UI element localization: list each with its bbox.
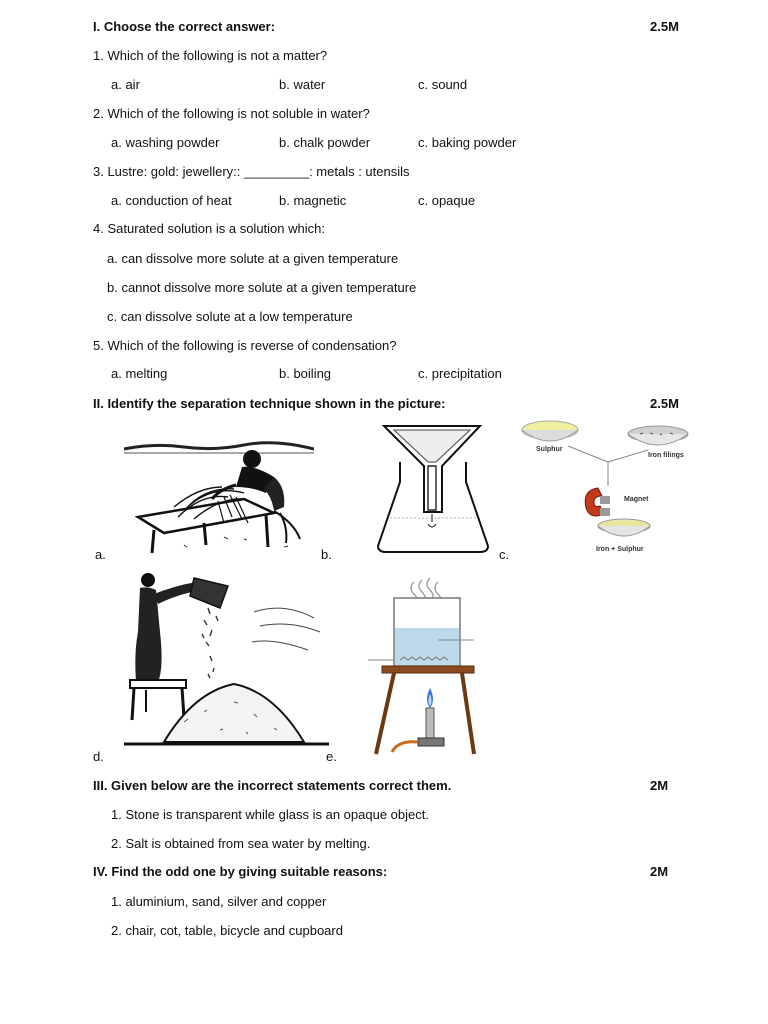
question-1: 1. Which of the following is not a matter? [93, 48, 328, 63]
question-2-option-a: a. washing powder [111, 135, 220, 150]
question-4-option-b: b. cannot dissolve more solute at a given temperature [107, 280, 417, 295]
section-2-marks: 2.5M [650, 396, 679, 411]
question-5-option-c: c. precipitation [418, 366, 502, 381]
question-1-option-b: b. water [279, 77, 326, 92]
odd-one-1: 1. aluminium, sand, silver and copper [111, 894, 327, 909]
question-3: 3. Lustre: gold: jewellery:: _________: metals : utensils [93, 164, 410, 179]
picture-threshing [124, 427, 314, 557]
section-1-title: I. Choose the correct answer: [93, 19, 276, 34]
odd-one-2: 2. chair, cot, table, bicycle and cupboard [111, 923, 343, 938]
question-4-option-c: c. can dissolve solute at a low temperature [107, 309, 353, 324]
section-4-marks: 2M [650, 864, 669, 879]
section-2-title: II. Identify the separation technique shown in the picture: [93, 396, 446, 411]
question-3-option-c: c. opaque [418, 193, 476, 208]
label-sulphur: Sulphur [536, 446, 563, 453]
section-3-title: III. Given below are the incorrect statements correct them. [93, 778, 452, 793]
picture-label-a: a. [95, 547, 106, 562]
picture-winnowing [124, 572, 329, 747]
question-1-option-c: c. sound [418, 77, 468, 92]
question-4: 4. Saturated solution is a solution which: [93, 221, 325, 236]
label-iron-filings: Iron filings [648, 452, 684, 459]
question-5-option-b: b. boiling [279, 366, 332, 381]
question-2-option-b: b. chalk powder [279, 135, 371, 150]
picture-magnet-separation [520, 418, 700, 558]
picture-label-d: d. [93, 749, 104, 764]
question-4-option-a: a. can dissolve more solute at a given temperature [107, 251, 399, 266]
section-3-marks: 2M [650, 778, 669, 793]
statement-1: 1. Stone is transparent while glass is an opaque object. [111, 807, 429, 822]
question-5-option-a: a. melting [111, 366, 168, 381]
question-5: 5. Which of the following is reverse of condensation? [93, 338, 397, 353]
label-magnet: Magnet [624, 496, 649, 503]
question-2: 2. Which of the following is not soluble in water? [93, 106, 370, 121]
question-1-option-a: a. air [111, 77, 140, 92]
section-4-title: IV. Find the odd one by giving suitable reasons: [93, 864, 388, 879]
question-3-option-b: b. magnetic [279, 193, 347, 208]
label-iron-sulphur: Iron + Sulphur [596, 546, 644, 553]
picture-evaporation [368, 576, 478, 758]
question-2-option-c: c. baking powder [418, 135, 517, 150]
picture-label-b: b. [321, 547, 332, 562]
question-3-option-a: a. conduction of heat [111, 193, 232, 208]
picture-label-c: c. [499, 547, 510, 562]
statement-2: 2. Salt is obtained from sea water by melting. [111, 836, 371, 851]
picture-filtration [370, 422, 495, 557]
picture-label-e: e. [326, 749, 337, 764]
section-1-marks: 2.5M [650, 19, 679, 34]
